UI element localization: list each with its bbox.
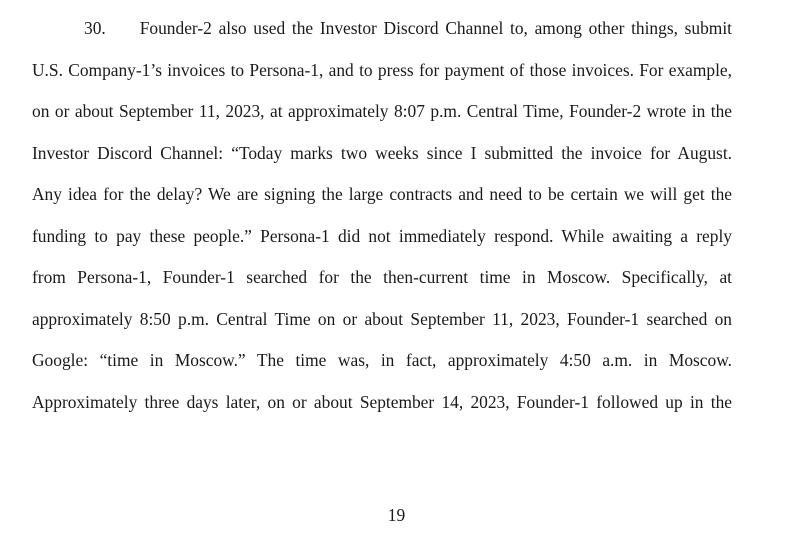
text-line-4: Investor Discord Channel: “Today marks two weeks since I submitted the invoice for August. [32,142,732,163]
text-line-6: funding to pay these people.” Persona-1 did not immediately respond. While awaiting a reply [32,225,732,246]
text-line-7: from Persona-1, Founder-1 searched for the then-current time in Moscow. Specifically, at [32,267,732,287]
text-line-8: approximately 8:50 p.m. Central Time on or about September 11, 2023, Founder-1 searched on [32,308,732,329]
text-line-1 [32,13,732,55]
paragraph-number: 30. [84,18,106,38]
text-line-2: U.S. Company-1’s invoices to Persona-1, and to press for payment of those invoices. For example, [32,59,732,80]
text-line-10: Approximately three days later, on or about September 14, 2023, Founder-1 followed up in the [32,391,732,412]
page-number: 19 [387,505,406,525]
text-line-3: on or about September 11, 2023, at approximately 8:07 p.m. Central Time, Founder-2 wrote in the [32,101,732,121]
paragraph-30 [32,13,732,428]
text-line-9: Google: “time in Moscow.” The time was, in fact, approximately 4:50 a.m. in Moscow. [32,350,732,370]
text-line-1-content: Founder-2 also used the Investor Discord Channel to, among other things, submit [139,18,732,38]
text-line-5: Any idea for the delay? We are signing the large contracts and need to be certain we will get the [32,184,732,204]
